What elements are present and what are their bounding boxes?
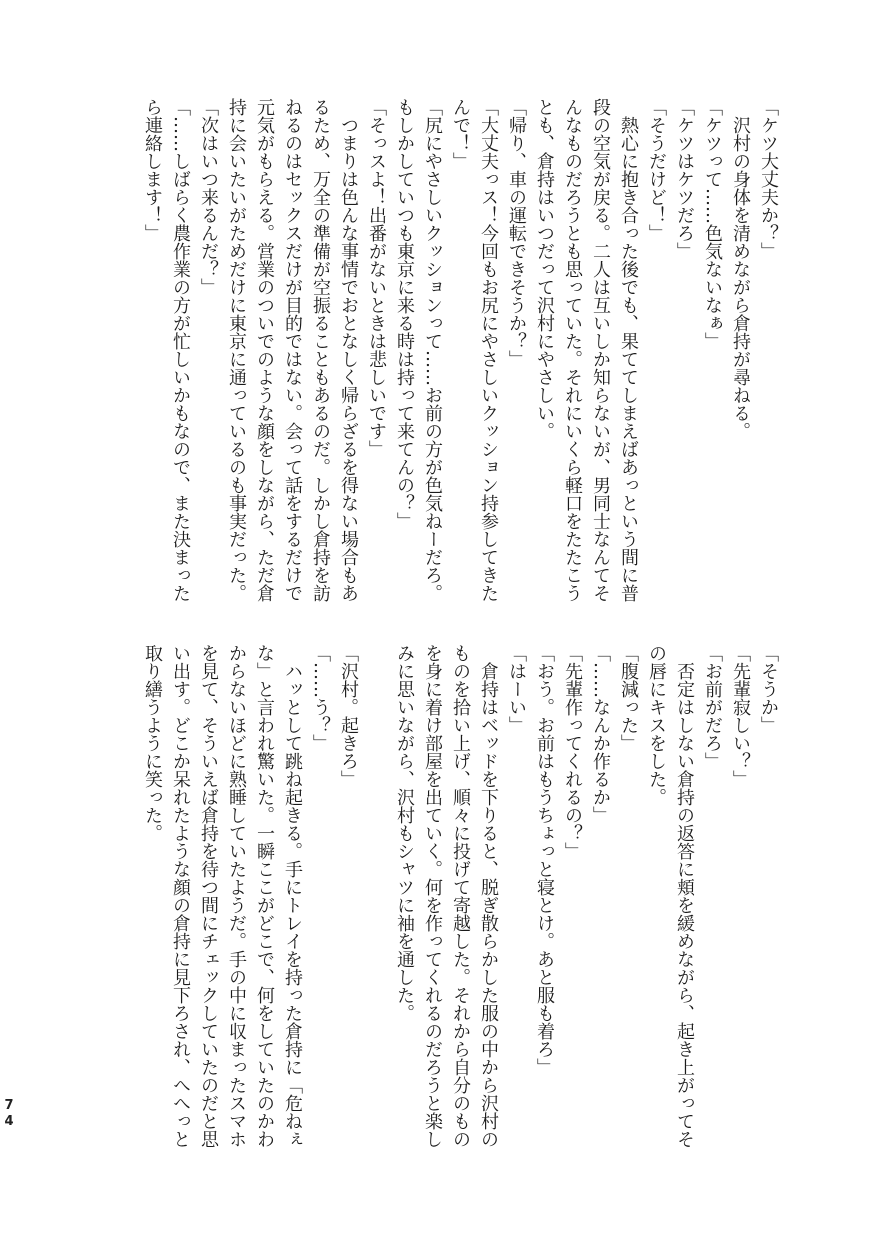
text-line: 倉持はベッドを下りると、脱ぎ散らかした服の中から沢村の [478, 644, 499, 1148]
text-line: 「腹減った」 [618, 644, 639, 752]
text-line: 「ケツはケツだろ」 [674, 98, 695, 260]
text-line: ハッとして跳ね起きる。手にトレイを持った倉持に「危ねぇ [282, 644, 303, 1148]
text-line: 「そっスよ！出番がないときは悲しいです」 [366, 98, 387, 458]
text-line: を見て、そういえば倉持を待つ間にチェックしていたのだと思 [198, 644, 219, 1148]
text-line: からないほどに熟睡していたようだ。手の中に収まったスマホ [226, 644, 247, 1148]
text-line: 「ケツって……色気ないなぁ」 [702, 98, 723, 350]
text-line: んなものだろうとも思っていた。それにいくら軽口をたたこう [562, 98, 583, 602]
page-number-digit: 4 [4, 1114, 14, 1129]
text-block-bottom [138, 644, 782, 1148]
text-line: 「……なんか作るか」 [590, 644, 611, 824]
text-line: るため、万全の準備が空振ることもあるのだ。しかし倉持を訪 [310, 98, 331, 602]
text-line: 「帰り、車の運転できそうか？」 [506, 98, 527, 368]
text-line: とも、倉持はいつだって沢村にやさしい。 [534, 98, 555, 440]
text-line: 「先輩寂しい？」 [730, 644, 751, 788]
text-line: 「お前がだろ」 [702, 644, 723, 770]
page-number-digit: 7 [4, 1098, 14, 1113]
text-line: 段の空気が戻る。二人は互いしか知らないが、男同士なんてそ [590, 98, 611, 602]
text-line: い出す。どこか呆れたような顔の倉持に見下ろされ、へへっと [170, 644, 191, 1148]
text-line: 「そうか」 [758, 644, 779, 734]
text-line: を身に着け部屋を出ていく。何を作ってくれるのだろうと楽し [422, 644, 443, 1148]
text-line: ものを拾い上げ、順々に投げて寄越した。それから自分のもの [450, 644, 471, 1148]
text-line: 「……う？」 [310, 644, 331, 752]
text-line: 「ケツ大丈夫か？」 [758, 98, 779, 260]
text-line: みに思いながら、沢村もシャツに袖を通した。 [394, 644, 415, 1022]
text-line: ねるのはセックスだけが目的ではない。会って話をするだけで [282, 98, 303, 602]
text-line: 「はーい」 [506, 644, 527, 734]
text-line: もしかしていつも東京に来る時は持って来てんの？」 [394, 98, 415, 530]
text-line [362, 644, 390, 1144]
text-line: 否定はしない倉持の返答に頬を緩めながら、起き上がってそ [674, 644, 695, 1148]
text-line: 持に会いたいがためだけに東京に通っているのも事実だった。 [226, 98, 247, 602]
text-line: んで！」 [450, 98, 471, 170]
text-line: 「大丈夫っス！今回もお尻にやさしいクッション持参してきた [478, 98, 499, 602]
text-line: 沢村の身体を清めながら倉持が尋ねる。 [730, 98, 751, 440]
text-line: 「おう。お前はもうちょっと寝とけ。あと服も着ろ」 [534, 644, 555, 1076]
text-block-top [138, 98, 782, 618]
text-line: つまりは色んな事情でおとなしく帰らざるを得ない場合もあ [338, 98, 359, 602]
text-line: 「尻にやさしいクッションって……お前の方が色気ねーだろ。 [422, 98, 443, 602]
page-number [2, 1098, 16, 1130]
text-line: な」と言われ驚いた。一瞬ここがどこで、何をしていたのかわ [254, 644, 275, 1148]
text-line: 「……しばらく農作業の方が忙しいかもなので、また決まった [170, 98, 191, 602]
text-line: 取り繕うように笑った。 [142, 644, 163, 842]
text-line: 「そうだけど！」 [646, 98, 667, 242]
text-line: の唇にキスをした。 [646, 644, 667, 806]
text-line: 元気がもらえる。営業のついでのような顔をしながら、ただ倉 [254, 98, 275, 602]
text-line: 熱心に抱き合った後でも、果ててしまえばあっという間に普 [618, 98, 639, 602]
text-line: 「沢村。起きろ」 [338, 644, 359, 788]
text-line: 「先輩作ってくれるの？」 [562, 644, 583, 860]
text-line: 「次はいつ来るんだ？」 [198, 98, 219, 296]
text-line: ら連絡します！」 [142, 98, 163, 242]
